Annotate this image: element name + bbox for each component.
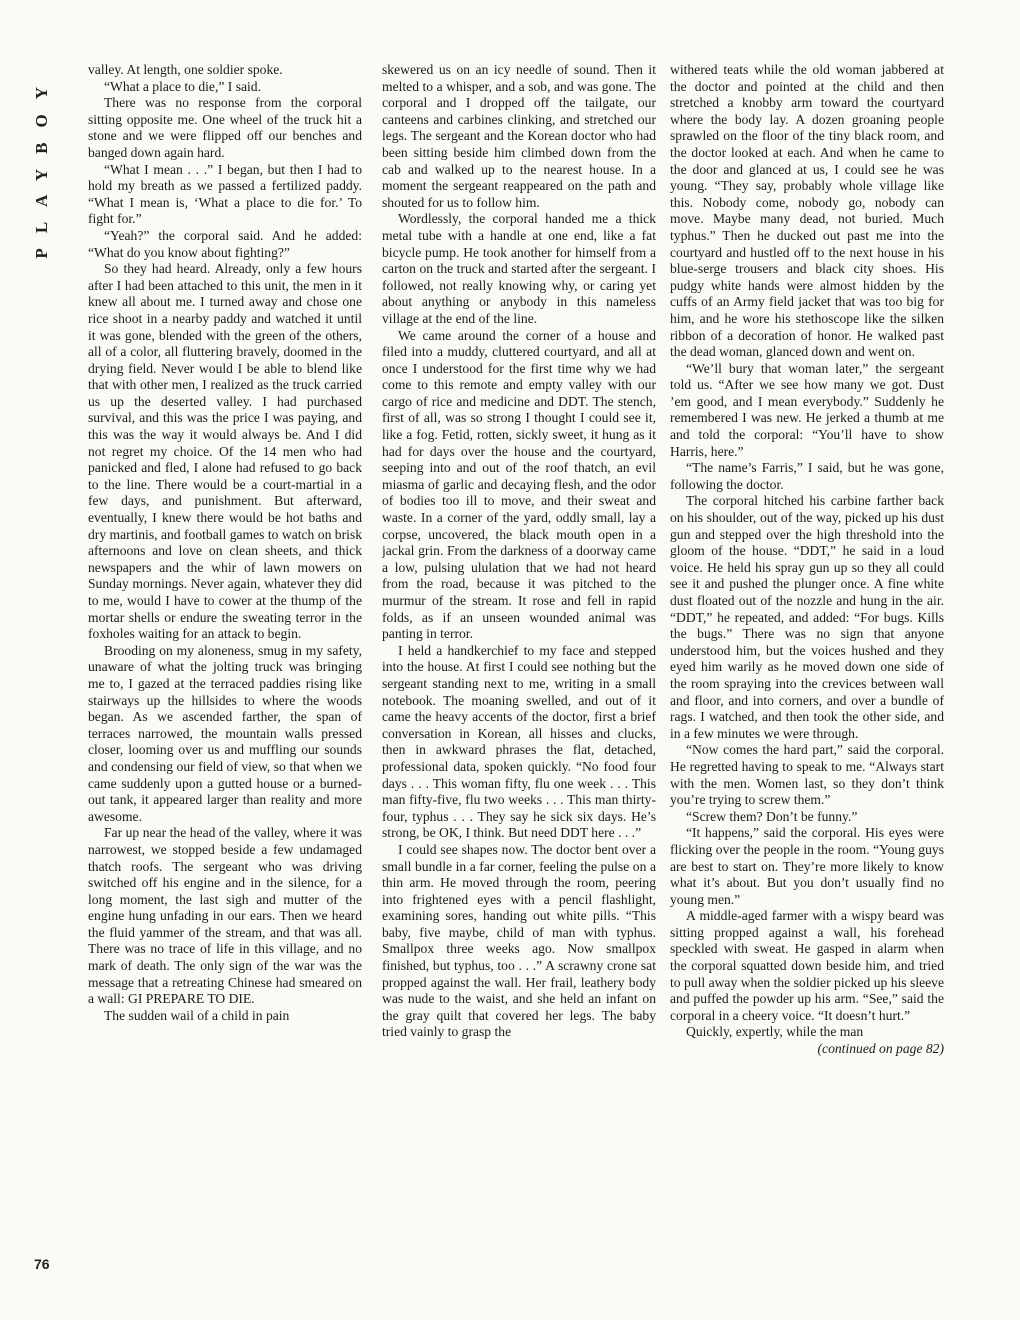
paragraph: withered teats while the old woman jabbered at the doctor and pointed at the child and then stretched a knobby arm toward the courtyard where the body lay. A dozen groaning people sprawled on the floor of the tiny black room, and the doctor looked at each. And when he came to the door and glanced at us, I could see he was young. “They say, probably whole village like this. Nobody come, nobody go, nobody can move. Maybe many dead, not buried. Much typhus.” Then he ducked out past me into the courtyard and hustled off to the next house in his blue-serge trousers and black city shoes. His pudgy white hands were almost hidden by the cuffs of an Army field jacket that was too big for him, and he wore his stethoscope like the silken ribbon of a decoration of honor. He walked past the dead woman, glanced down and went on. — [670, 62, 944, 360]
paragraph: “Now comes the hard part,” said the corporal. He regretted having to speak to me. “Always start with the men. Women last, so they don’t think you’re trying to screw them.” — [670, 742, 944, 808]
article-column-2 — [382, 62, 656, 1282]
paragraph: A middle-aged farmer with a wispy beard was sitting propped against a wall, his forehead speckled with sweat. He gasped in alarm when the corporal squatted down beside him, and tried to pull away when the soldier picked up his sleeve and puffed the powder up his arm. “See,” said the corporal in a cheery voice. “It doesn’t hurt.” — [670, 908, 944, 1023]
paragraph: “It happens,” said the corporal. His eyes were flicking over the people in the room. “Young guys are best to start on. They’re more likely to know what it’s about. But you don’t usually find no young men.” — [670, 825, 944, 907]
paragraph: “The name’s Farris,” I said, but he was gone, following the doctor. — [670, 460, 944, 492]
paragraph: skewered us on an icy needle of sound. Then it melted to a whisper, and a sob, and was gone. The corporal and I dropped off the tailgate, our canteens and carbines clinking, and stretched our legs. The sergeant and the Korean doctor who had been sitting beside him climbed down from the cab and walked up to the nearest house. In a moment the sergeant reappeared on the path and shouted for us to follow him. — [382, 62, 656, 210]
paragraph: Far up near the head of the valley, where it was narrowest, we stopped beside a few undamaged thatch roofs. The sergeant who was driving switched off his engine and in the silence, for a long moment, the last sigh and mutter of the engine hung unfading in our ears. Then we heard the fluid yammer of the stream, and that was all. There was no trace of life in this village, and no mark of death. The only sign of the war was the message that a retreating Chinese had smeared on a wall: GI PREPARE TO DIE. — [88, 825, 362, 1007]
paragraph: Brooding on my aloneness, smug in my safety, unaware of what the jolting truck was bringing me to, I gazed at the terraced paddies rising like stairways up the hillsides to where the woods began. As we ascended farther, the span of terraces narrowed, the mountain walls pressed closer, looming over us and muffling our sounds and condensing our field of view, so that when we came suddenly upon a gutted house or a burned-out tank, it appeared larger than reality and more awesome. — [88, 642, 362, 824]
page-number: 76 — [34, 1256, 50, 1272]
magazine-brand: PLAYBOY — [32, 72, 51, 259]
paragraph: Wordlessly, the corporal handed me a thick metal tube with a handle at one end, like a fat bicycle pump. He took another for himself from a carton on the truck and started after the sergeant. I followed, not really knowing why, or caring yet about anything or anybody in this nameless village at the end of the line. — [382, 211, 656, 326]
paragraph: “Yeah?” the corporal said. And he added: “What do you know about fighting?” — [88, 227, 362, 260]
paragraph: So they had heard. Already, only a few hours after I had been attached to this unit, the men in it knew all about me. I turned away and chose one rice shoot in a nearby paddy and watched it until it was gone, blended with the green of the others, all of a color, all fluttering bravely, doomed in the drying field. Never would I be able to blend like that with other men, I realized as the truck carried us up the deserted valley. I had purchased survival, and this was the price I was paying, and this was the way it would always be. And I did not regret my choice. Of the 14 men who had panicked and fled, I alone had refused to go back to the line. There would be a court-martial in a few days, and punishment. But afterward, eventually, I knew there would be hot baths and dry martinis, and football games to watch on brisk afternoons and love on clean sheets, and thick newspapers and the whir of lawn mowers on Sunday mornings. Never again, whatever they did to me, would I have to cower at the thump of the mortar shells or endure the sweating terror in the foxholes waiting for an attack to begin. — [88, 261, 362, 642]
paragraph: “Screw them? Don’t be funny.” — [686, 808, 858, 824]
paragraph: “What I mean . . .” I began, but then I had to hold my breath as we passed a fertilized paddy. “What I mean is, ‘What a place to die for.’ To fight for.” — [88, 161, 362, 227]
paragraph: The corporal hitched his carbine farther back on his shoulder, out of the way, picked up his dust gun and stepped over the high threshold into the gloom of the house. “DDT,” he said in a loud voice. He held his spray gun up so they all could see it and pushed the plunger once. A fine white dust floated out of the nozzle and hung in the air. “DDT,” he repeated, and added: “For bugs. Kills the bugs.” There was no sign that anyone understood him, but the voices hushed and they eyed him warily as he moved down one side of the room spraying into the crevices between wall and floor, and into corners, and over a bundle of rags. I watched, and then took the other side, and in a few minutes we were through. — [670, 493, 944, 741]
paragraph: “We’ll bury that woman later,” the sergeant told us. “After we see how many we got. Dust ’em good, and I mean everybody.” Suddenly he remembered I was new. He jerked a thumb at me and told the corporal: “You’ll have to show Harris, here.” — [670, 360, 944, 459]
article-column-3 — [670, 62, 944, 1282]
paragraph: valley. At length, one soldier spoke. — [88, 62, 283, 77]
paragraph: The sudden wail of a child in pain — [104, 1007, 290, 1023]
paragraph: “What a place to die,” I said. — [104, 78, 262, 94]
paragraph: Quickly, expertly, while the man — [686, 1024, 864, 1040]
paragraph: I could see shapes now. The doctor bent over a small bundle in a far corner, feeling the pulse on a thin arm. He moved through the room, peering into frightened eyes with a pencil flashlight, examining sores, handing out white pills. “This baby, five maybe, child of man with typhus. Smallpox three weeks ago. Now smallpox finished, but typhus, too . . .” A scrawny crone sat propped against the wall. Her frail, leathery body was nude to the waist, and she held an infant on the gray quilt that covered her legs. The baby tried vainly to grasp the — [382, 841, 656, 1040]
continued-note: (continued on page 82) — [817, 1041, 944, 1057]
paragraph: There was no response from the corporal sitting opposite me. One wheel of the truck hit a stone and we were flipped off our benches and banged down again hard. — [88, 95, 362, 160]
paragraph: I held a handkerchief to my face and stepped into the house. At first I could see nothing but the sergeant standing next to me, writing in a small notebook. The moaning swelled, and out of it came the heavy accents of the doctor, first a brief conversation in Korean, all hisses and clucks, then in awkward phrases the flat, detached, professional data, spoken quickly. “No food four days . . . This woman fifty, flu one week . . . This man fifty-five, flu two weeks . . . This man thirty-four, typhus . . . They say he sick six days. He’s strong, be OK, I think. But need DDT here . . .” — [382, 642, 656, 841]
magazine-sidebar — [32, 72, 68, 352]
paragraph: We came around the corner of a house and filed into a muddy, cluttered courtyard, and all at once I understood for the first time why we had come to this remote and empty valley with our cargo of rice and medicine and DDT. The stench, first of all, was so strong I thought I could see it, like a fog. Fetid, rotten, sickly sweet, it hung as it had for days over the house and the courtyard, seeping into and out of the roof thatch, an evil miasma of garlic and decaying flesh, and the odor of bodies too ill to move, and their sweat and waste. In a corner of the yard, oddly small, lay a corpse, uncovered, the black mouth open in a jackal grin. From the darkness of a doorway came a low, pulsing ululation that we had not heard from the road, because it was pitched to the murmur of the stream. It rose and fell in rapid folds, as if an unseen wounded animal was panting in terror. — [382, 327, 656, 642]
article-column-1 — [88, 62, 362, 1282]
